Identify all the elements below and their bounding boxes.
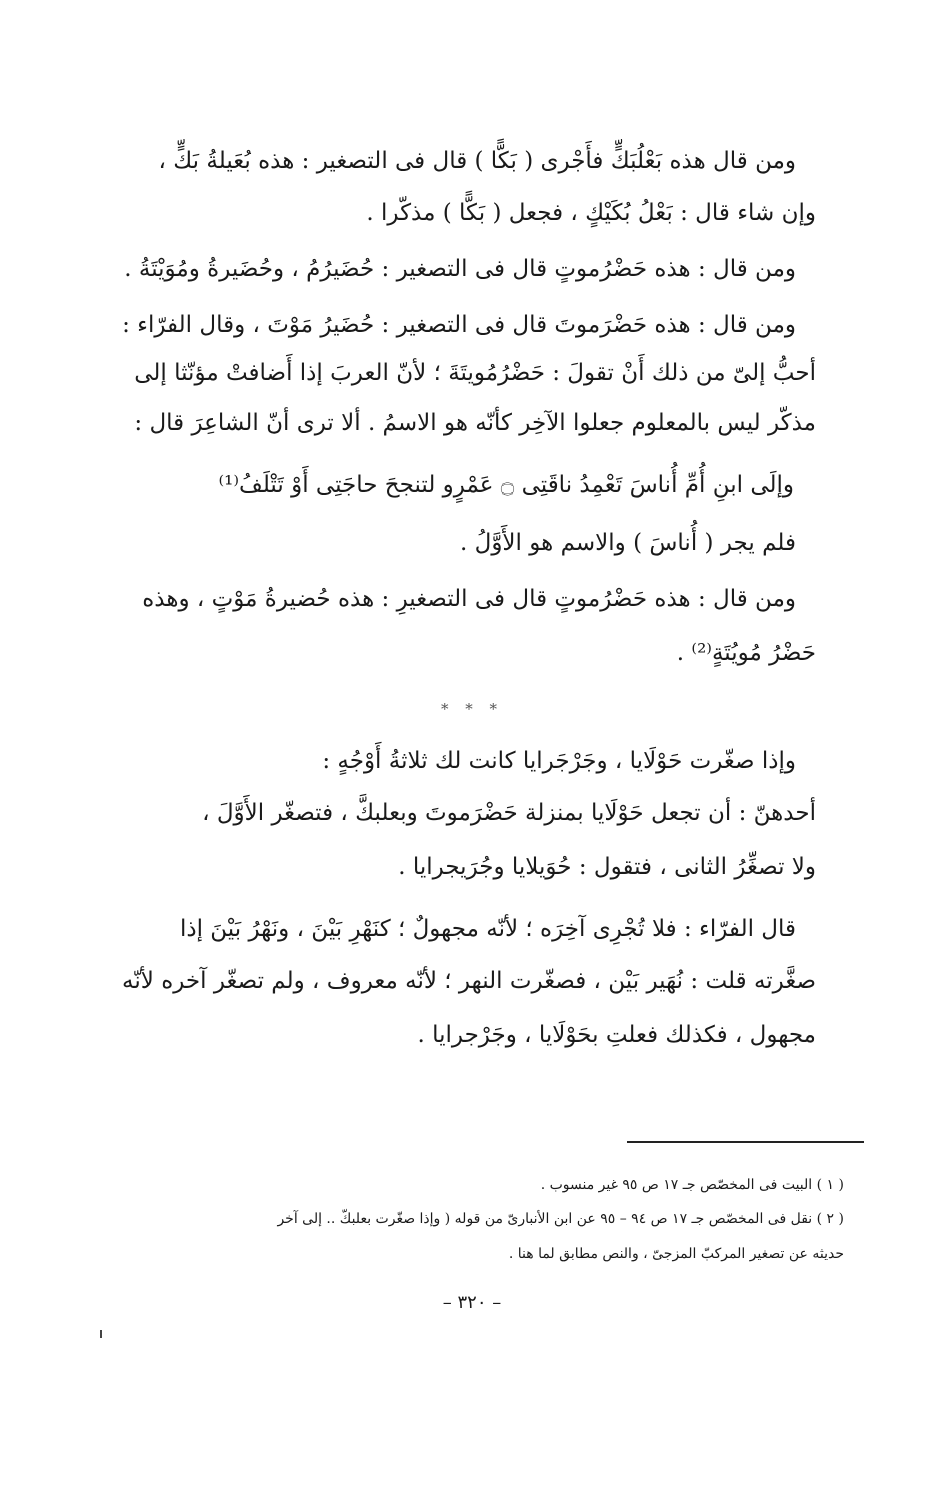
- text-line: أحبُّ إلىّ من ذلك أَنْ تقولَ : حَضْرُمُويتَةَ ؛ لأنّ العربَ إذا أَضافتْ مؤنّثا إلى: [134, 360, 816, 386]
- text-line: مجهول ، فكذلك فعلتِ بحَوْلَايا ، وجَرْجرايا .: [417, 1022, 816, 1048]
- text-line: مذكّر ليس بالمعلوم جعلوا الآخِر كأنّه هو الاسمُ . ألا ترى أنّ الشاعِرَ قال :: [134, 410, 816, 436]
- page-number: – ٣٢٠ –: [442, 1292, 502, 1313]
- text-line: وإن شاء قال : بَعْلُ بُكَيْكٍ ، فجعل ( بَكًّا ) مذكّرا .: [366, 200, 816, 226]
- text-line: ومن قال : هذه حَضْرَموتَ قال فى التصغير : حُضَيرُ مَوْتَ ، وقال الفرّاء :: [122, 312, 796, 338]
- text-line: ومن قال هذه بَعْلُبَكٍّ فأَجْرى ( بَكًّا ) قال فى التصغير : هذه بُعَيلةُ بَكٍّ ،: [158, 148, 796, 174]
- text-line: ولا تصغِّرُ الثانى ، فتقول : حُوَيلايا وجُرَيجرايا .: [398, 854, 816, 880]
- text-line: قال الفرّاء : فلا تُجْرِى آخِرَه ؛ لأنّه مجهولٌ ؛ كنَهْرِ بَيْنَ ، ونَهْرُ بَيْنَ إذا: [179, 916, 796, 942]
- footnote-divider: [627, 1141, 864, 1143]
- text-line: حَضْرُ مُويُتَةٍ⁽²⁾ .: [676, 640, 816, 666]
- footnote-continued: حديثه عن تصغير المركبّ المزجىّ ، والنص مطابق لما هنا .: [508, 1246, 844, 1262]
- text-line: ومن قال : هذه حَضْرُموتٍ قال فى التصغير : حُضَيرُمُ ، وحُضَيرةُ ومُوَيْتَةُ .: [124, 256, 796, 282]
- text-line: صغَّرته قلت : نُهَير بَيْن ، فصغّرت النهر ؛ لأنّه معروف ، ولم تصغّر آخره لأنّه: [122, 968, 816, 994]
- section-separator: * * *: [440, 700, 504, 718]
- footnote: ( ١ ) البيت فى المخصّص جـ ١٧ ص ٩٥ غير منسوب .: [540, 1177, 844, 1193]
- text-line: ومن قال : هذه حَضْرُموتٍ قال فى التصغيرِ : هذه حُضيرةُ مَوْتٍ ، وهذه: [142, 586, 796, 612]
- verse-line: وإلَى ابنِ أُمِّ أُناسَ تَعْمِدُ ناقَتِى ۝ عَمْرٍو لتنجحَ حاجَتِى أَوْ تَتْلَفُ⁽¹⁾: [218, 472, 794, 498]
- text-line: وإذا صغّرت حَوْلَايا ، وجَرْجَرايا كانت لك ثلاثةُ أَوْجُهٍ :: [322, 748, 796, 774]
- text-line: فلم يجر ( أُناسَ ) والاسم هو الأَوَّلُ .: [459, 530, 796, 556]
- footnote: ( ٢ ) نقل فى المخصّص جـ ١٧ ص ٩٤ – ٩٥ عن ابن الأنبارىّ من قوله ( وإذا صغّرت بعلبكّ .. إلى آخر: [277, 1211, 844, 1227]
- text-line: أحدهنّ : أن تجعل حَوْلَايا بمنزلة حَضْرَموتَ وبعلبكَّ ، فتصغّر الأَوَّلَ ،: [202, 800, 816, 826]
- scan-mark: [100, 1330, 102, 1338]
